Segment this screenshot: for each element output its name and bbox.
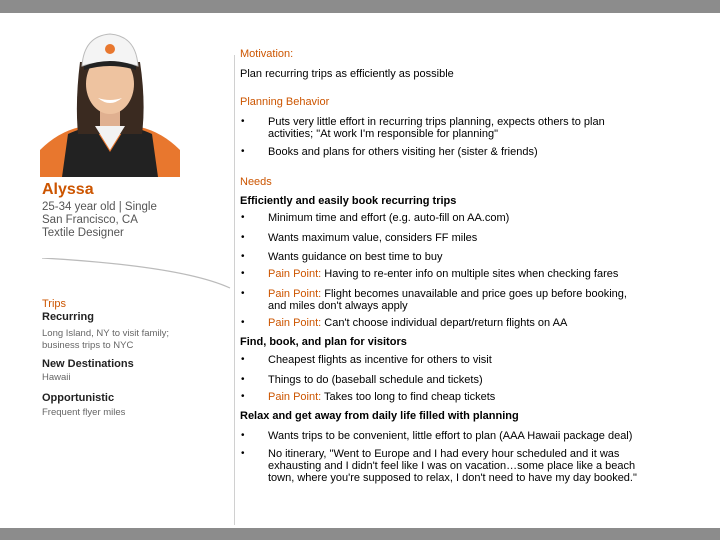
bullet-text: Flight becomes unavailable and price goes up before booking,: [321, 288, 627, 300]
bottom-bar: [0, 528, 720, 540]
bullet-text: Takes too long to find cheap tickets: [321, 391, 496, 403]
bullet-text: Minimum time and effort (e.g. auto-fill on AA.com): [268, 212, 510, 224]
pain-point-label: Pain Point:: [268, 317, 322, 329]
new-destinations-label: New Destinations: [42, 358, 134, 370]
pain-point-label: Pain Point:: [268, 288, 322, 300]
bullet-text: Wants trips to be convenient, little effort to plan (AAA Hawaii package deal): [268, 430, 633, 442]
persona-age-status: 25-34 year old | Single: [42, 201, 157, 213]
motivation-text: Plan recurring trips as efficiently as possible: [240, 68, 454, 80]
recurring-detail-line: Long Island, NY to visit family;: [42, 328, 170, 339]
trips-panel: [42, 298, 232, 418]
planning-heading: Planning Behavior: [240, 96, 330, 108]
motivation-heading: Motivation:: [240, 48, 294, 60]
persona-occupation: Textile Designer: [42, 227, 124, 239]
bullet-text: Things to do (baseball schedule and tickets): [268, 374, 483, 386]
top-bar: [0, 0, 720, 13]
persona-photo-icon: [40, 22, 180, 177]
new-destinations-detail: Hawaii: [42, 372, 71, 383]
bullet-text: activities; "At work I'm responsible for planning": [268, 128, 499, 140]
bullet-text: Books and plans for others visiting her (sister & friends): [268, 146, 538, 158]
bullet-text: Wants guidance on best time to buy: [268, 251, 443, 263]
persona-demographics: [42, 201, 157, 240]
bullet-text: No itinerary, "Went to Europe and I had every hour scheduled and it was: [268, 448, 620, 460]
persona-location: San Francisco, CA: [42, 214, 138, 226]
persona-photo: [40, 22, 180, 177]
bullet-text: exhausting and I didn't feel like I was on vacation…some place like a beach: [268, 460, 636, 472]
bullet-text: Wants maximum value, considers FF miles: [268, 232, 478, 244]
recurring-label: Recurring: [42, 311, 94, 323]
recurring-detail-line: business trips to NYC: [42, 339, 134, 351]
bullet-text: Can't choose individual depart/return flights on AA: [321, 317, 568, 329]
recurring-detail: [42, 328, 232, 351]
bullet-text: Having to re-enter info on multiple sites when checking fares: [321, 268, 619, 280]
opportunistic-label: Opportunistic: [42, 391, 115, 404]
persona-name: Alyssa: [42, 181, 94, 198]
pain-point-label: Pain Point:: [268, 391, 322, 403]
opportunistic-detail: Frequent flyer miles: [42, 406, 126, 418]
bullet-text: and miles don't always apply: [268, 300, 408, 312]
bullet-text: Puts very little effort in recurring trips planning, expects others to plan: [268, 116, 605, 128]
trips-title: Trips: [42, 298, 67, 310]
bullet-text: Cheapest flights as incentive for others to visit: [268, 354, 492, 366]
needs-section-title: Efficiently and easily book recurring trips: [240, 195, 457, 207]
column-divider: [234, 55, 235, 525]
needs-heading: Needs: [240, 176, 272, 188]
bullet-text: town, where you're supposed to relax, I don't need to have my day booked.": [268, 472, 637, 484]
pain-point-label: Pain Point:: [268, 268, 322, 280]
section-divider: [42, 258, 232, 292]
needs-section-title: Relax and get away from daily life filled with planning: [240, 410, 519, 422]
needs-section-title: Find, book, and plan for visitors: [240, 336, 407, 348]
